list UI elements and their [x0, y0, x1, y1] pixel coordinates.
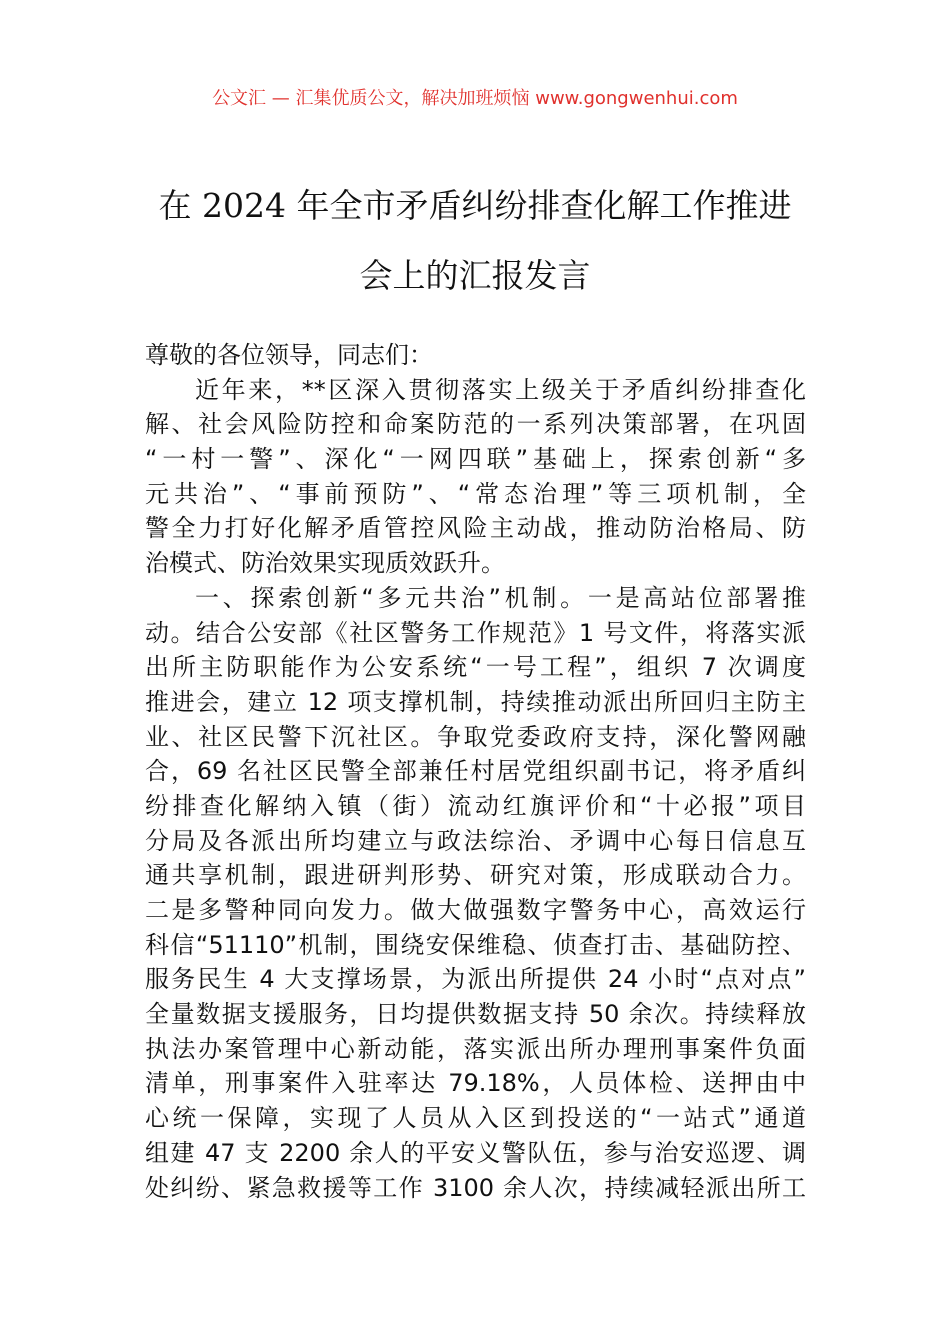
text-line: 服务民生 4 大支撑场景，为派出所提供 24 小时“点对点”	[145, 965, 806, 994]
text-line: 推进会，建立 12 项支撑机制，持续推动派出所回归主防主	[145, 687, 806, 716]
text-line: 近年来，**区深入贯彻落实上级关于矛盾纠纷排查化	[195, 375, 806, 404]
text-line: 科信“51110”机制，围绕安保维稳、侦查打击、基础防控、	[145, 930, 806, 959]
text-line: 组建 47 支 2200 余人的平安义警队伍，参与治安巡逻、调	[145, 1138, 806, 1167]
text-line: 处纠纷、紧急救援等工作 3100 余人次，持续减轻派出所工	[145, 1173, 806, 1202]
text-line: 心统一保障，实现了人员从入区到投送的“一站式”通道	[145, 1104, 806, 1133]
text-line: 执法办案管理中心新动能，落实派出所办理刑事案件负面	[145, 1034, 806, 1063]
text-line: 二是多警种同向发力。做大做强数字警务中心，高效运行	[145, 896, 806, 924]
text-line: “一村一警”、深化“一网四联”基础上，探索创新“多	[145, 445, 806, 474]
text-line: 分局及各派出所均建立与政法综治、矛调中心每日信息互	[145, 826, 806, 855]
text-line: 动。结合公安部《社区警务工作规范》1 号文件，将落实派	[145, 618, 806, 647]
text-line: 解、社会风险防控和命案防范的一系列决策部署，在巩固	[145, 410, 806, 439]
text-line: 合，69 名社区民警全部兼任村居党组织副书记，将矛盾纠	[145, 757, 806, 786]
text-line: 出所主防职能作为公安系统“一号工程”，组织 7 次调度	[145, 653, 806, 682]
website-banner: 公文汇 — 汇集优质公文，解决加班烦恼 www.gongwenhui.com	[212, 88, 738, 109]
text-line: 通共享机制，跟进研判形势、研究对策，形成联动合力。	[145, 861, 806, 890]
document-title-line-1: 在 2024 年全市矛盾纠纷排查化解工作推进	[158, 186, 792, 225]
text-line: 警全力打好化解矛盾管控风险主动战，推动防治格局、防	[145, 514, 806, 543]
text-line: 清单，刑事案件入驻率达 79.18%，人员体检、送押由中	[145, 1069, 806, 1098]
text-line: 全量数据支援服务，日均提供数据支持 50 余次。持续释放	[145, 1000, 806, 1029]
text-line: 尊敬的各位领导，同志们：	[145, 341, 433, 369]
text-line: 一、探索创新“多元共治”机制。一是高站位部署推	[195, 583, 806, 612]
document-title-line-2: 会上的汇报发言	[359, 256, 591, 295]
text-line: 纷排查化解纳入镇（街）流动红旗评价和“十必报”项目	[145, 791, 806, 820]
text-line: 治模式、防治效果实现质效跃升。	[145, 549, 505, 578]
document-body	[145, 338, 806, 1205]
text-line: 业、社区民警下沉社区。争取党委政府支持，深化警网融	[145, 722, 806, 751]
text-line: 元共治”、“事前预防”、“常态治理”等三项机制，全	[145, 479, 806, 508]
